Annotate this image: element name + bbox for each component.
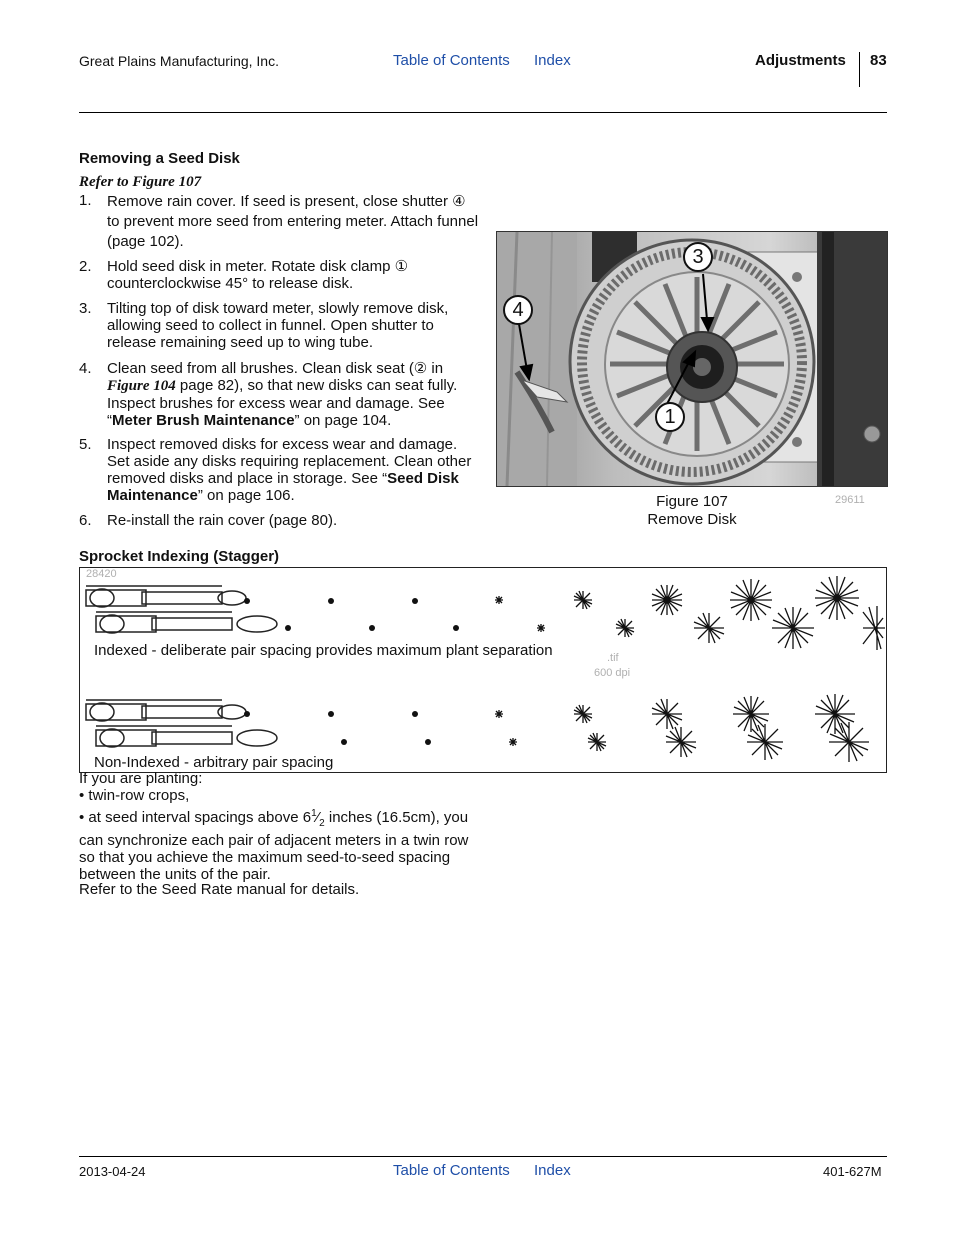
step-text: Tilting top of disk toward meter, slowly remove disk, allowing seed to collect in funnel. Open shutter to release remaining seed up to wing tube. <box>107 300 449 351</box>
seed-dot <box>244 598 250 604</box>
company-name: Great Plains Manufacturing, Inc. <box>79 53 279 69</box>
footer-toc-link[interactable]: Table of Contents <box>393 1162 510 1179</box>
seed-dot <box>285 625 291 631</box>
page-number: 83 <box>870 52 887 69</box>
non-indexed-label: Non-Indexed - arbitrary pair spacing <box>94 754 334 771</box>
stagger-diagram <box>79 567 887 773</box>
footer-index-link[interactable]: Index <box>534 1162 571 1179</box>
bullet-spacing: • at seed interval spacings above $6^1⁄_2$ inches (16.5cm), you can synchronize each pair of adjacent meters in a twin row so that you achieve the maximum seed-to-seed spacing between the units of the pair. <box>79 808 469 883</box>
figure-caption-number: Figure 107 <box>656 493 728 510</box>
step-text: Inspect removed disks for excess wear and damage. Set aside any disks requiring replacement. Clean other removed disks and place in storage. See “Seed Disk Maintenance” on page 106. <box>107 436 472 504</box>
step-5: 5. Inspect removed disks for excess wear and damage. Set aside any disks requiring replacement. Clean other removed disks and place in storage. See “Seed Disk Maintenance” on page 106. <box>79 436 479 504</box>
toc-link[interactable]: Table of Contents <box>393 52 510 69</box>
header-divider <box>859 52 860 87</box>
callout-4: 4 <box>503 295 533 325</box>
plant-growth-non-indexed <box>485 686 885 766</box>
seed-dot <box>425 739 431 745</box>
step-4: 4. Clean seed from all brushes. Clean disk seat (② in Figure 104 page 82), so that new disks can seat fully. Inspect brushes for excess wear and damage. See “Meter Brush Maintenance” on page 104. <box>79 360 479 429</box>
seed-dot <box>328 711 334 717</box>
refer-figure: Refer to Figure 107 <box>79 174 202 190</box>
footer-doc-number: 401-627M <box>823 1164 882 1179</box>
figure-107-photo <box>496 231 888 487</box>
indexed-label: Indexed - deliberate pair spacing provides maximum plant separation <box>94 642 553 659</box>
seed-dot <box>328 598 334 604</box>
step-text: Clean seed from all brushes. Clean disk seat (② in Figure 104 page 82), so that new disks can seat fully. Inspect brushes for excess wear and damage. See “Meter Brush Maintenance” on page 104. <box>107 360 458 429</box>
section-heading-removing: Removing a Seed Disk <box>79 150 240 167</box>
figure-image-id: 29611 <box>835 494 865 506</box>
bullet-twin-row: • twin-row crops, <box>79 787 190 804</box>
step-text: Hold seed disk in meter. Rotate disk clamp ① counterclockwise 45° to release disk. <box>107 258 409 292</box>
step-2: 2. Hold seed disk in meter. Rotate disk clamp ① counterclockwise 45° to release disk. <box>79 258 479 292</box>
header-rule <box>79 112 887 113</box>
dpi-note: 600 dpi <box>594 667 631 679</box>
callout-3: 3 <box>683 242 713 272</box>
figure-caption-title: Remove Disk <box>647 511 737 528</box>
step-1: 1. Remove rain cover. If seed is present, close shutter ④ to prevent more seed from entering meter. Attach funnel (page 102). <box>79 192 479 250</box>
footer-date: 2013-04-24 <box>79 1164 146 1179</box>
cross-ref[interactable]: Seed Disk Maintenance <box>107 470 459 504</box>
footer-rule <box>79 1156 887 1157</box>
step-3: 3. Tilting top of disk toward meter, slowly remove disk, allowing seed to collect in funnel. Open shutter to release remaining seed up to wing tube. <box>79 300 479 351</box>
row-unit-pair-indexed <box>82 582 282 642</box>
seed-dot <box>412 598 418 604</box>
tif-note: .tif <box>607 652 619 664</box>
planting-intro: If you are planting: <box>79 770 203 787</box>
seed-dot <box>341 739 347 745</box>
figure-ref[interactable]: Figure 104 <box>107 378 176 394</box>
seed-dot <box>453 625 459 631</box>
step-6: 6. Re-install the rain cover (page 80). <box>79 512 479 529</box>
seed-dot <box>369 625 375 631</box>
diagram-id: 28420 <box>86 568 117 580</box>
seed-rate-refer: Refer to the Seed Rate manual for details. <box>79 881 360 898</box>
seed-dot <box>412 711 418 717</box>
callout-1: 1 <box>655 402 685 432</box>
step-text: Remove rain cover. If seed is present, close shutter ④ to prevent more seed from entering meter. Attach funnel (page 102). <box>107 193 479 250</box>
row-unit-pair-non-indexed <box>82 696 282 756</box>
section-title: Adjustments <box>755 52 846 69</box>
seed-dot <box>244 711 250 717</box>
index-link[interactable]: Index <box>534 52 571 69</box>
cross-ref[interactable]: Meter Brush Maintenance <box>112 412 295 429</box>
step-text: Re-install the rain cover (page 80). <box>107 512 338 529</box>
section-heading-sprocket: Sprocket Indexing (Stagger) <box>79 548 280 565</box>
